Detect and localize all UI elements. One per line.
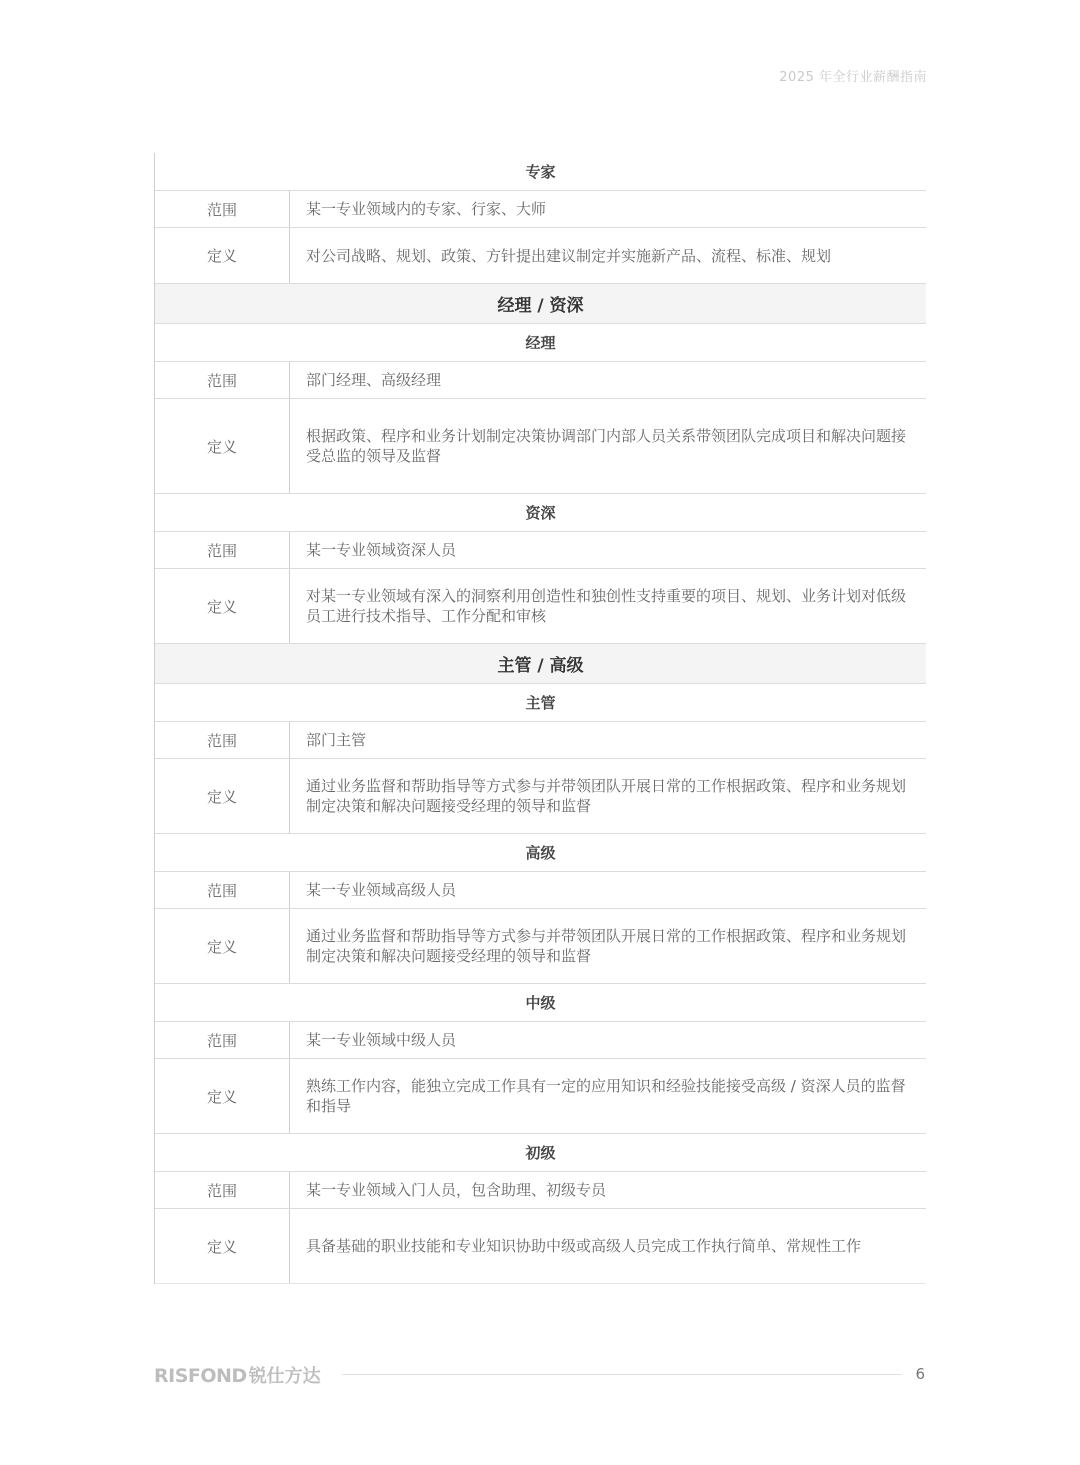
supervisor-definition-row bbox=[155, 759, 926, 834]
group-title-supervisor-senior: 主管 / 高级 bbox=[155, 644, 926, 684]
scope-label: 范围 bbox=[155, 722, 290, 758]
manager-scope-value: 部门经理、高级经理 bbox=[306, 371, 442, 389]
manager-definition-row bbox=[155, 399, 926, 494]
senior-definition-value: 通过业务监督和帮助指导等方式参与并带领团队开展日常的工作根据政策、程序和业务规划制定决策和解决问题接受经理的领导和监督 bbox=[306, 927, 907, 965]
senior-definition-row bbox=[155, 909, 926, 984]
document-header-title: 2025 年全行业薪酬指南 bbox=[779, 70, 927, 85]
manager-definition-value: 根据政策、程序和业务计划制定决策协调部门内部人员关系带领团队完成项目和解决问题接受总监的领导及监督 bbox=[306, 427, 907, 465]
definition-label: 定义 bbox=[155, 399, 290, 493]
section-title-intermediate: 中级 bbox=[155, 984, 926, 1022]
junior-definition-row bbox=[155, 1209, 926, 1284]
intermediate-scope-value: 某一专业领域中级人员 bbox=[306, 1031, 457, 1049]
scope-label: 范围 bbox=[155, 532, 290, 568]
expert-definition-row bbox=[155, 228, 926, 284]
senior-expert-definition-row bbox=[155, 569, 926, 644]
scope-label: 范围 bbox=[155, 1022, 290, 1058]
definition-label: 定义 bbox=[155, 1209, 290, 1283]
scope-label: 范围 bbox=[155, 1172, 290, 1208]
section-title-senior-expert: 资深 bbox=[155, 494, 926, 532]
definition-label: 定义 bbox=[155, 1059, 290, 1133]
expert-scope-value: 某一专业领域内的专家、行家、大师 bbox=[306, 200, 547, 218]
junior-scope-value: 某一专业领域入门人员，包含助理、初级专员 bbox=[306, 1181, 607, 1199]
group-title-manager-senior: 经理 / 资深 bbox=[155, 284, 926, 324]
supervisor-definition-value: 通过业务监督和帮助指导等方式参与并带领团队开展日常的工作根据政策、程序和业务规划制定决策和解决问题接受经理的领导和监督 bbox=[306, 777, 907, 815]
section-title-expert: 专家 bbox=[155, 153, 926, 191]
logo-english-text: RISFOND bbox=[154, 1365, 247, 1387]
section-title-supervisor: 主管 bbox=[155, 684, 926, 722]
senior-expert-scope-value: 某一专业领域资深人员 bbox=[306, 541, 457, 559]
logo-chinese-text: 锐仕方达 bbox=[248, 1366, 321, 1387]
supervisor-scope-value: 部门主管 bbox=[306, 731, 367, 749]
definition-label: 定义 bbox=[155, 759, 290, 833]
junior-scope-row bbox=[155, 1172, 926, 1209]
company-logo bbox=[154, 1362, 321, 1388]
senior-scope-value: 某一专业领域高级人员 bbox=[306, 881, 457, 899]
definition-label: 定义 bbox=[155, 569, 290, 643]
section-title-senior: 高级 bbox=[155, 834, 926, 872]
scope-label: 范围 bbox=[155, 872, 290, 908]
senior-expert-definition-value: 对某一专业领域有深入的洞察利用创造性和独创性支持重要的项目、规划、业务计划对低级员工进行技术指导、工作分配和审核 bbox=[306, 587, 907, 625]
intermediate-definition-value: 熟练工作内容，能独立完成工作具有一定的应用知识和经验技能接受高级 / 资深人员的监督和指导 bbox=[306, 1077, 906, 1115]
junior-definition-value: 具备基础的职业技能和专业知识协助中级或高级人员完成工作执行简单、常规性工作 bbox=[306, 1237, 862, 1255]
definition-label: 定义 bbox=[155, 909, 290, 983]
page-footer bbox=[154, 1360, 925, 1390]
job-level-table bbox=[154, 153, 926, 1284]
definition-label: 定义 bbox=[155, 228, 290, 283]
expert-scope-row bbox=[155, 191, 926, 228]
expert-definition-value: 对公司战略、规划、政策、方针提出建议制定并实施新产品、流程、标准、规划 bbox=[306, 246, 832, 265]
page-number: 6 bbox=[915, 1365, 925, 1383]
section-title-junior: 初级 bbox=[155, 1134, 926, 1172]
supervisor-scope-row bbox=[155, 722, 926, 759]
intermediate-scope-row bbox=[155, 1022, 926, 1059]
intermediate-definition-row bbox=[155, 1059, 926, 1134]
senior-scope-row bbox=[155, 872, 926, 909]
footer-divider bbox=[342, 1374, 902, 1375]
scope-label: 范围 bbox=[155, 191, 290, 227]
scope-label: 范围 bbox=[155, 362, 290, 398]
manager-scope-row bbox=[155, 362, 926, 399]
section-title-manager: 经理 bbox=[155, 324, 926, 362]
senior-expert-scope-row bbox=[155, 532, 926, 569]
